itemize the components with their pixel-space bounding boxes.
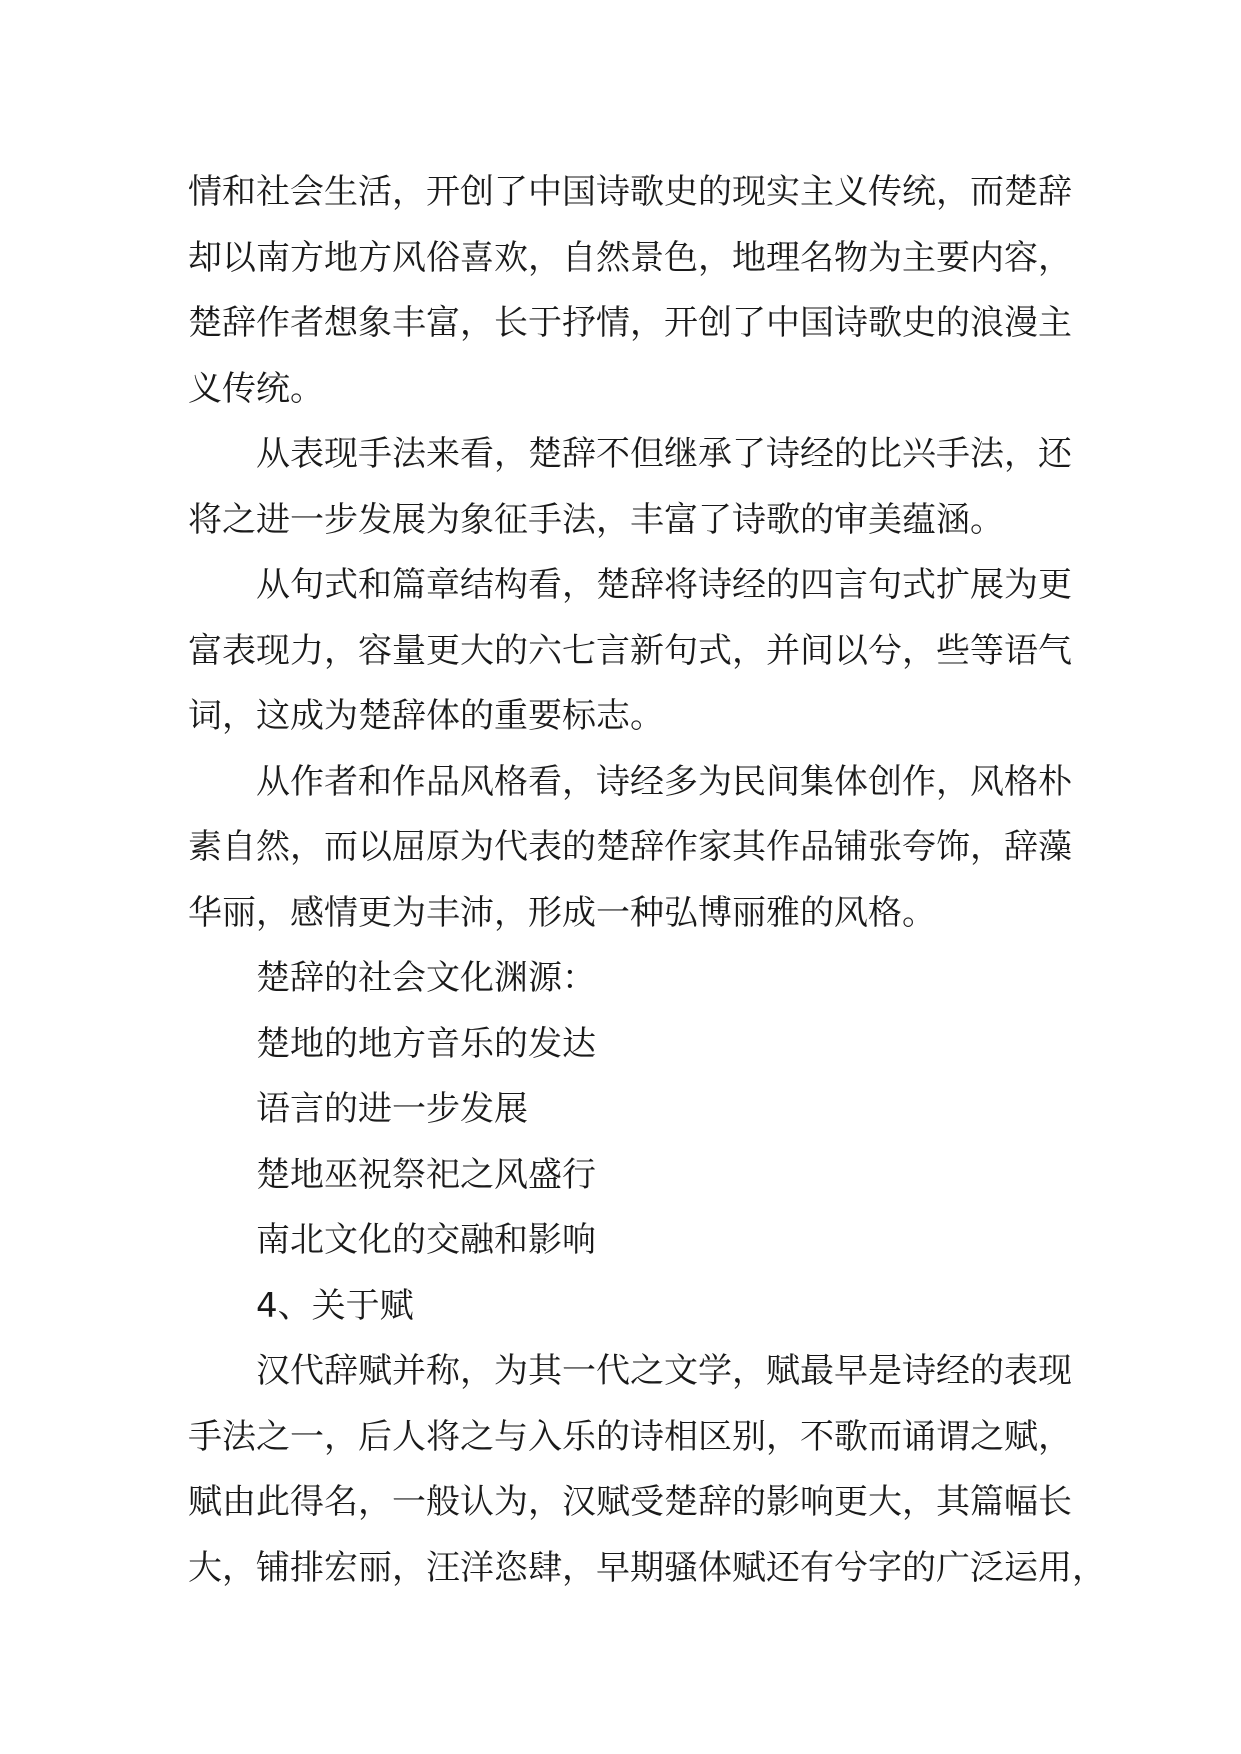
- origins-heading: 楚辞的社会文化渊源：: [256, 958, 596, 998]
- paragraph-style: [188, 750, 1072, 947]
- paragraph-fu: [188, 1339, 1106, 1601]
- text-line: 素自然，而以屈原为代表的楚辞作家其作品铺张夸饰，辞藻: [188, 827, 1072, 867]
- section-heading: 4、关于赋: [256, 1285, 414, 1326]
- text-line: 词，这成为楚辞体的重要标志。: [188, 696, 664, 736]
- origins-item: 楚地巫祝祭祀之风盛行: [256, 1154, 596, 1195]
- text-line: 赋由此得名，一般认为，汉赋受楚辞的影响更大，其篇幅长: [188, 1482, 1072, 1522]
- text-line: 情和社会生活，开创了中国诗歌史的现实主义传统，而楚辞: [188, 172, 1072, 212]
- text-line: 华丽，感情更为丰沛，形成一种弘博丽雅的风格。: [188, 892, 936, 933]
- origins-item: 楚地的地方音乐的发达: [256, 1023, 596, 1064]
- paragraph-technique: [188, 422, 1072, 553]
- text-line: 却以南方地方风俗喜欢，自然景色，地理名物为主要内容，: [188, 237, 1072, 278]
- text-line: 手法之一，后人将之与入乐的诗相区别，不歌而诵谓之赋，: [188, 1416, 1072, 1457]
- paragraph-intro-continuation: [188, 160, 1072, 422]
- paragraph-structure: [188, 553, 1072, 750]
- origins-item: 南北文化的交融和影响: [256, 1220, 596, 1260]
- text-line: 楚辞作者想象丰富，长于抒情，开创了中国诗歌史的浪漫主: [188, 303, 1072, 343]
- document-body: [188, 160, 1106, 1601]
- text-line: 义传统。: [188, 368, 324, 409]
- text-line: 从表现手法来看，楚辞不但继承了诗经的比兴手法，还: [256, 434, 1072, 474]
- origins-item: 语言的进一步发展: [256, 1089, 528, 1129]
- text-line: 富表现力，容量更大的六七言新句式，并间以兮，些等语气: [188, 630, 1072, 671]
- text-line: 从句式和篇章结构看，楚辞将诗经的四言句式扩展为更: [256, 565, 1072, 605]
- text-line: 从作者和作品风格看，诗经多为民间集体创作，风格朴: [256, 761, 1072, 802]
- text-line: 大，铺排宏丽，汪洋恣肆，早期骚体赋还有兮字的广泛运用，: [188, 1547, 1106, 1588]
- text-line: 将之进一步发展为象征手法，丰富了诗歌的审美蕴涵。: [188, 499, 1004, 540]
- text-line: 汉代辞赋并称，为其一代之文学，赋最早是诗经的表现: [256, 1351, 1072, 1391]
